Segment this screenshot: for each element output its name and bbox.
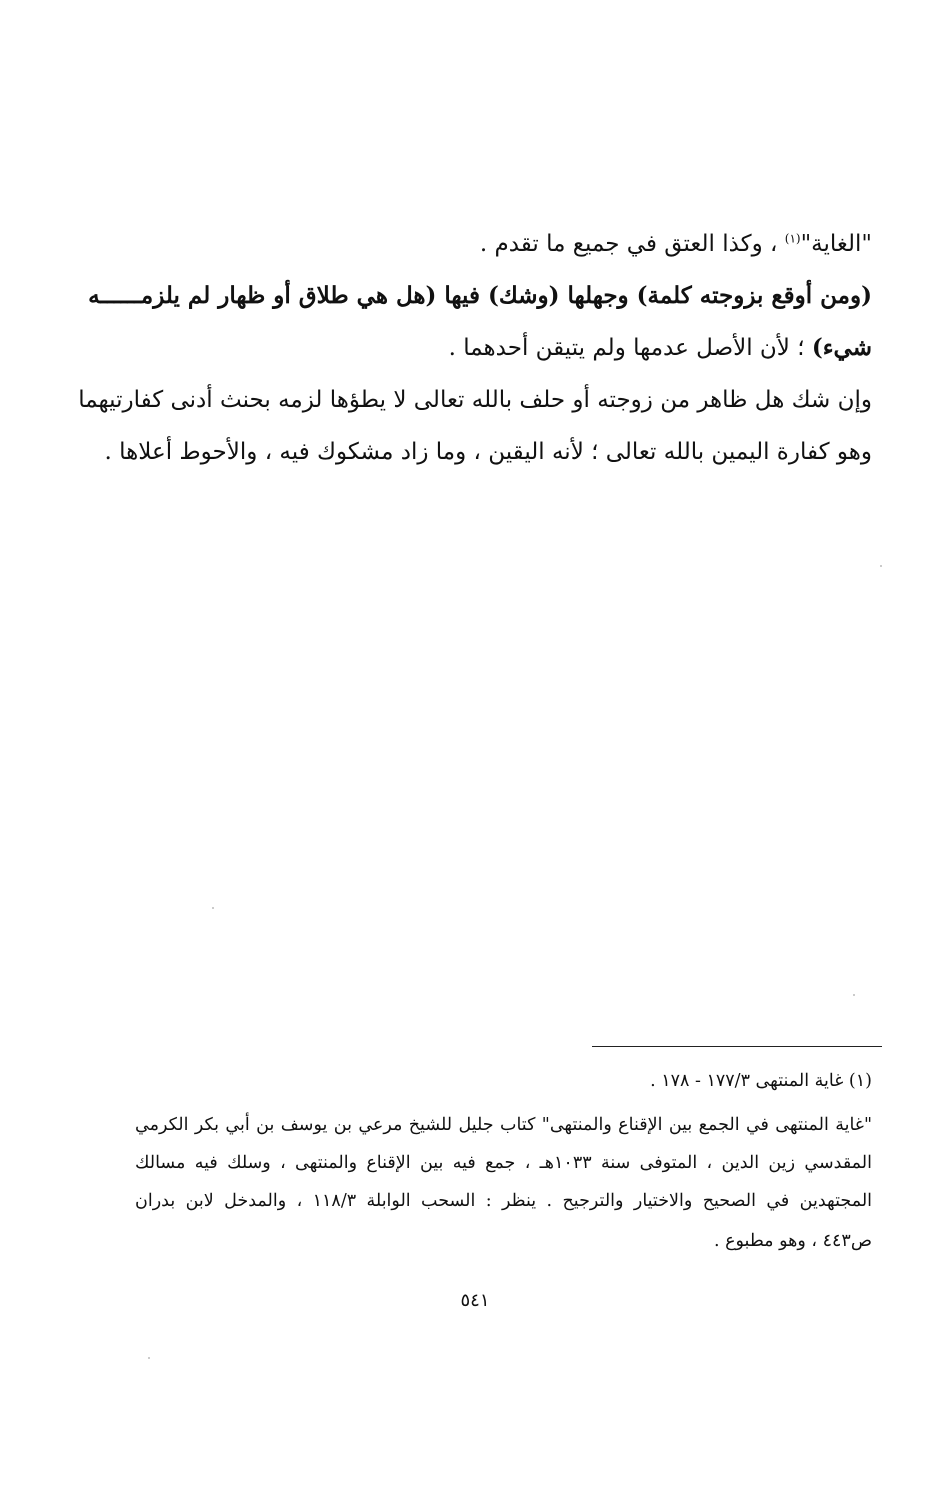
footnote-line-1: (١) غاية المنتهى ١٧٧/٣ - ١٧٨ .	[650, 1071, 872, 1091]
text-line-1-rest: ، وكذا العتق في جميع ما تقدم .	[479, 231, 785, 257]
page-number: ٥٤١	[460, 1290, 490, 1311]
footnote-line-5: ص٤٤٣ ، وهو مطبوع .	[713, 1231, 872, 1251]
text-line-3-rest: ؛ لأن الأصل عدمها ولم يتيقن أحدهما .	[448, 335, 812, 361]
footnote-line-4: المجتهدين في الصحيح والاختيار والترجيح . ينظر : السحب الوابلة ١١٨/٣ ، والمدخل لابن بدران	[135, 1191, 873, 1211]
footnote-line-2: "غاية المنتهى في الجمع بين الإقناع والمنتهى" كتاب جليل للشيخ مرعي بن يوسف بن أبي بكر الكرمي	[135, 1115, 872, 1135]
text-line-1	[480, 228, 872, 260]
citation-title: "الغاية"	[800, 231, 872, 257]
scan-speck	[880, 565, 882, 567]
text-line-4: وإن شك هل ظاهر من زوجته أو حلف بالله تعالى لا يطؤها لزمه بحنث أدنى كفارتيهما	[78, 387, 872, 413]
scan-speck	[148, 1357, 150, 1359]
footnote-line-3: المقدسي زين الدين ، المتوفى سنة ١٠٣٣هـ ، جمع فيه بين الإقناع والمنتهى ، وسلك فيه مسالك	[135, 1153, 872, 1173]
text-line-2: (ومن أوقع بزوجته كلمة) وجهلها (وشك) فيها (هل هي طلاق أو ظهار لم يلزمــــــه	[88, 282, 872, 309]
footnote-ref: (١)	[784, 231, 801, 246]
scan-speck	[853, 994, 855, 996]
footnote-divider	[592, 1046, 882, 1047]
scan-speck	[212, 907, 214, 909]
text-line-3	[449, 332, 872, 364]
text-line-5: وهو كفارة اليمين بالله تعالى ؛ لأنه اليقين ، وما زاد مشكوك فيه ، والأحوط أعلاها .	[104, 439, 872, 465]
text-line-3-bold: شيء)	[811, 334, 872, 361]
